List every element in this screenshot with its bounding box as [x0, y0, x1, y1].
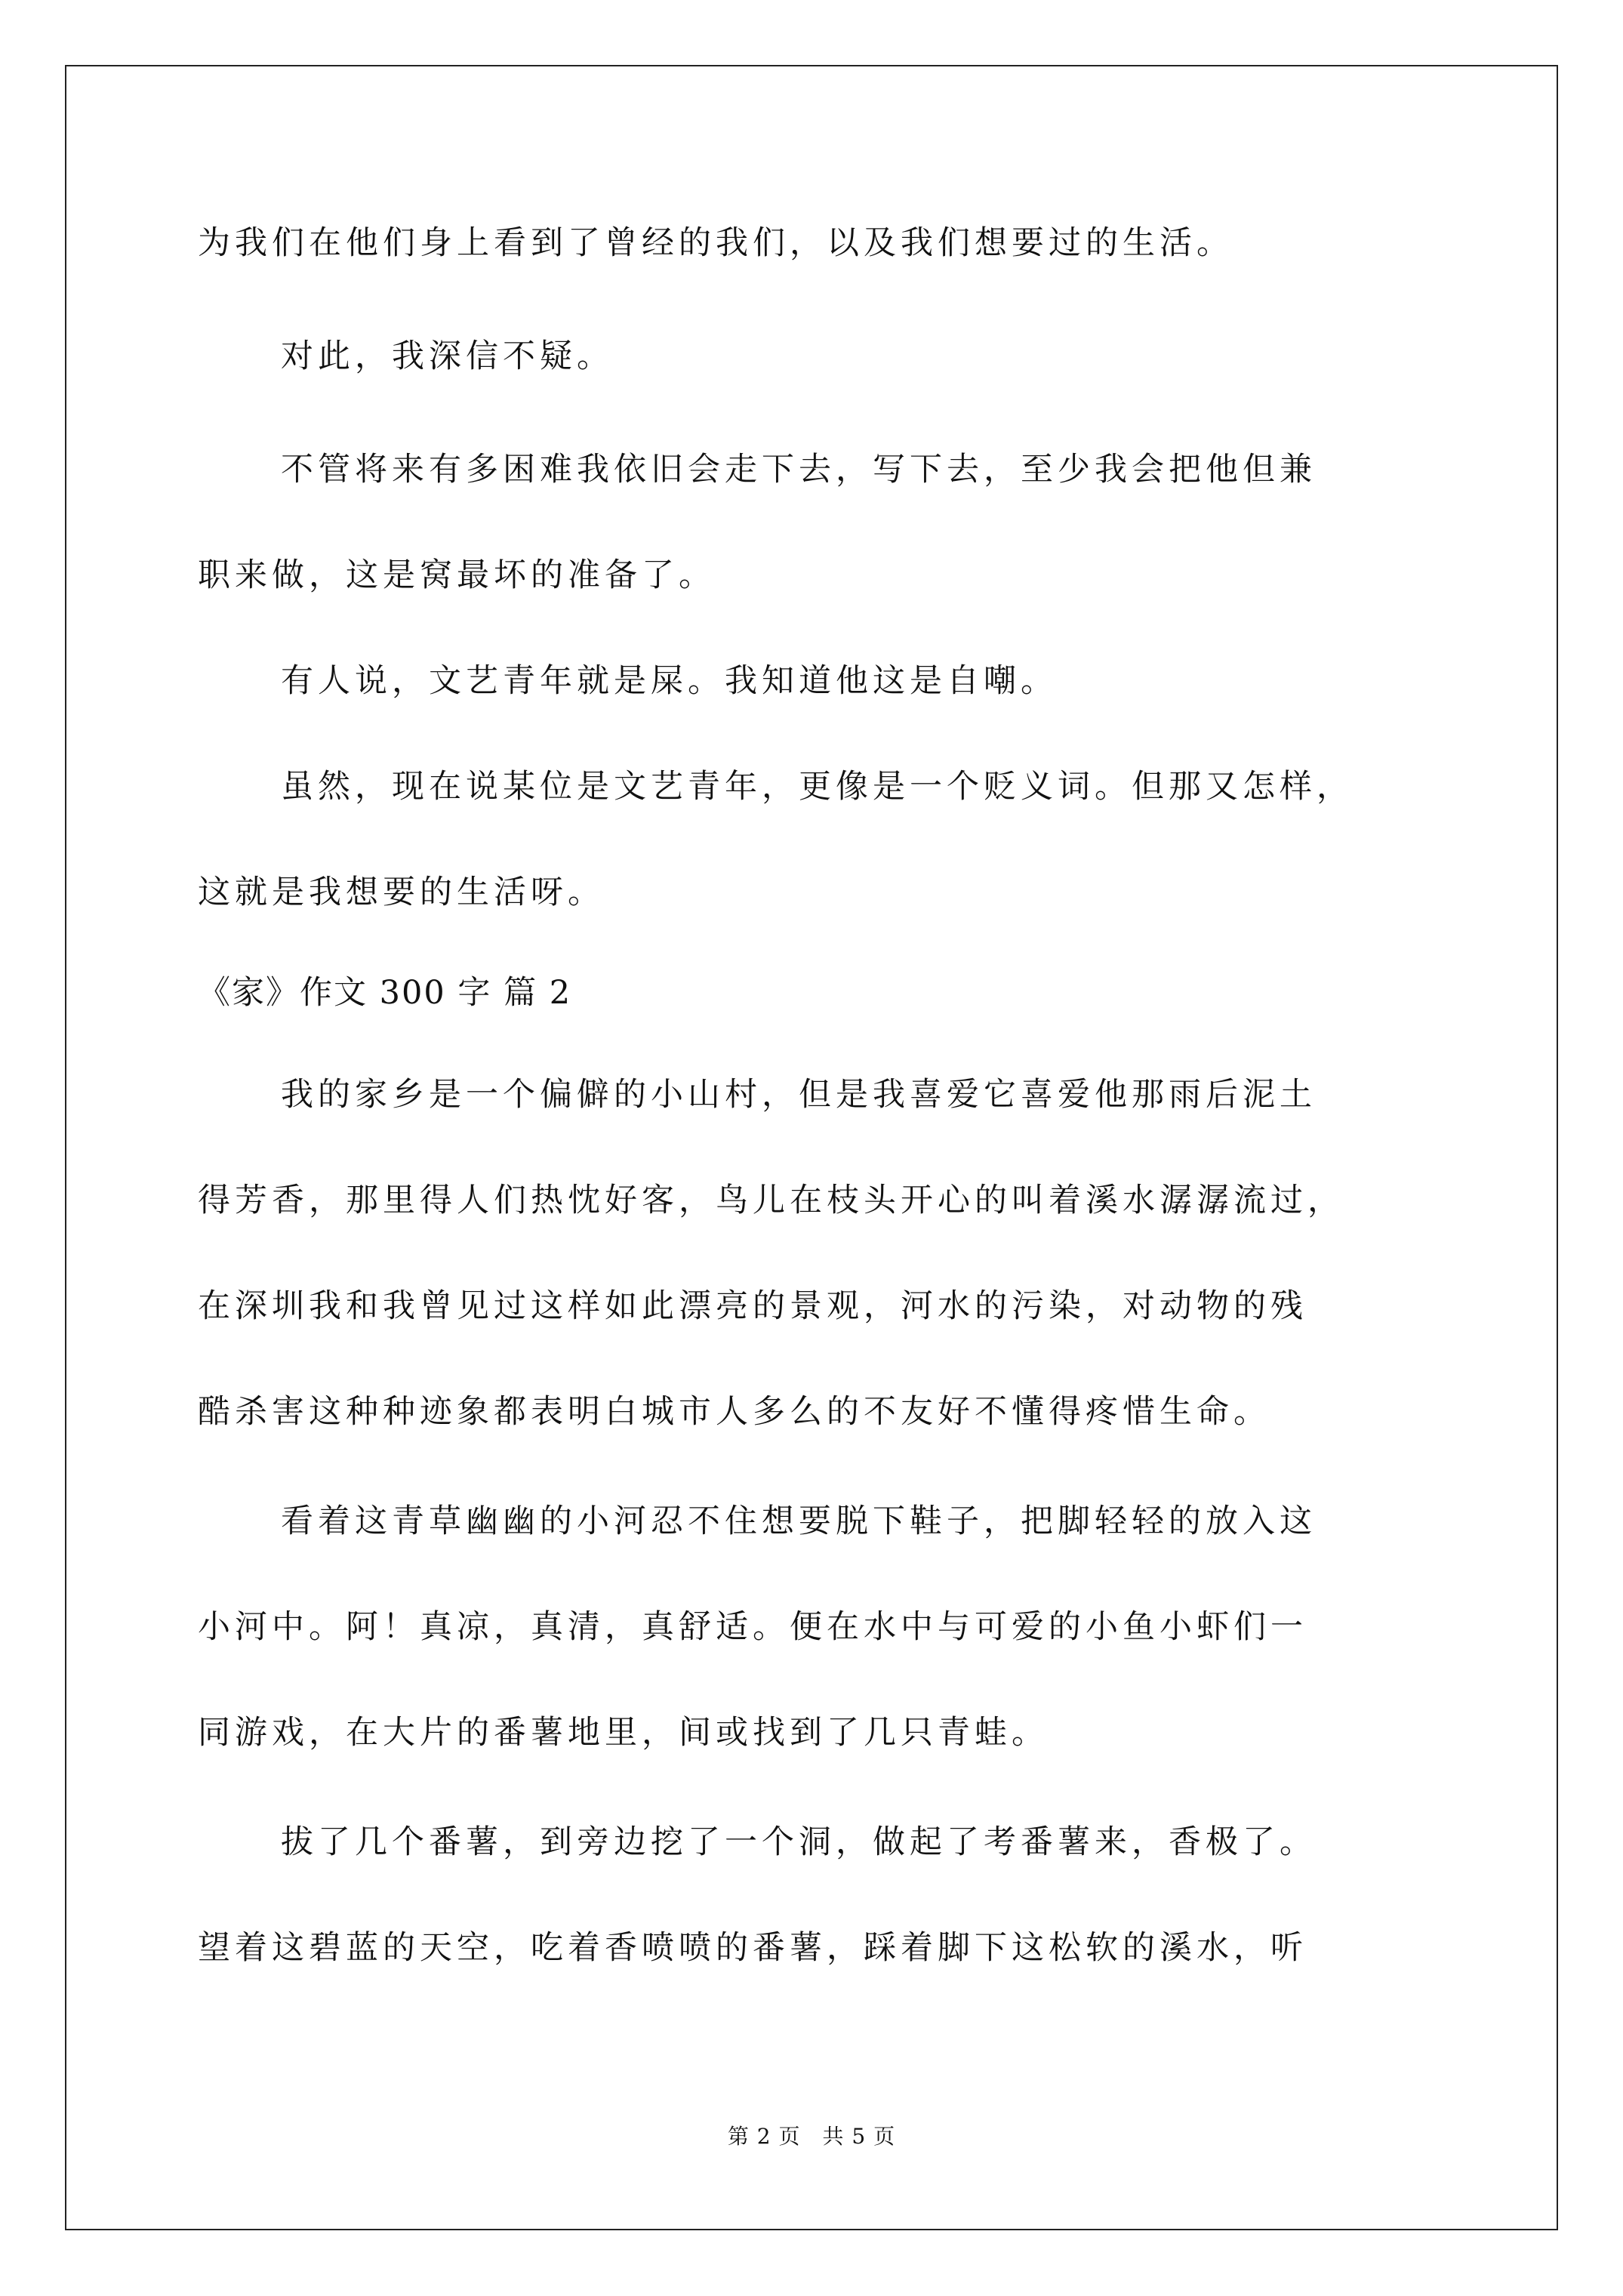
text-line: 拔了几个番薯，到旁边挖了一个洞，做起了考番薯来，香极了。 — [281, 1823, 1317, 1861]
text-line: 小河中。阿！真凉，真清，真舒适。便在水中与可爱的小鱼小虾们一 — [198, 1608, 1307, 1646]
text-line: 有人说，文艺青年就是屎。我知道他这是自嘲。 — [281, 662, 1058, 700]
text-line: 望着这碧蓝的天空，吃着香喷喷的番薯，踩着脚下这松软的溪水，听 — [198, 1929, 1307, 1967]
text-line: 同游戏，在大片的番薯地里，间或找到了几只青蛙。 — [198, 1714, 1049, 1752]
text-line: 不管将来有多困难我依旧会走下去，写下去，至少我会把他但兼 — [281, 451, 1317, 488]
text-line: 为我们在他们身上看到了曾经的我们，以及我们想要过的生活。 — [198, 224, 1233, 262]
page-footer: 第 2 页 共 5 页 — [727, 2124, 896, 2149]
text-line: 对此，我深信不疑。 — [281, 337, 614, 375]
text-line: 这就是我想要的生活呀。 — [198, 874, 605, 911]
text-line: 虽然，现在说某位是文艺青年，更像是一个贬义词。但那又怎样， — [281, 768, 1354, 806]
text-line: 在深圳我和我曾见过这样如此漂亮的景观，河水的污染，对动物的残 — [198, 1287, 1307, 1325]
text-line: 酷杀害这种种迹象都表明白城市人多么的不友好不懂得疼惜生命。 — [198, 1393, 1270, 1431]
section-heading: 《家》作文 300 字 篇 2 — [198, 974, 572, 1012]
text-line: 得芳香，那里得人们热忱好客，鸟儿在枝头开心的叫着溪水潺潺流过， — [198, 1182, 1344, 1219]
text-line: 职来做，这是窝最坏的准备了。 — [198, 556, 716, 594]
text-line: 看着这青草幽幽的小河忍不住想要脱下鞋子，把脚轻轻的放入这 — [281, 1502, 1317, 1540]
text-line: 我的家乡是一个偏僻的小山村，但是我喜爱它喜爱他那雨后泥土 — [281, 1076, 1317, 1114]
page-border — [65, 65, 1558, 2230]
